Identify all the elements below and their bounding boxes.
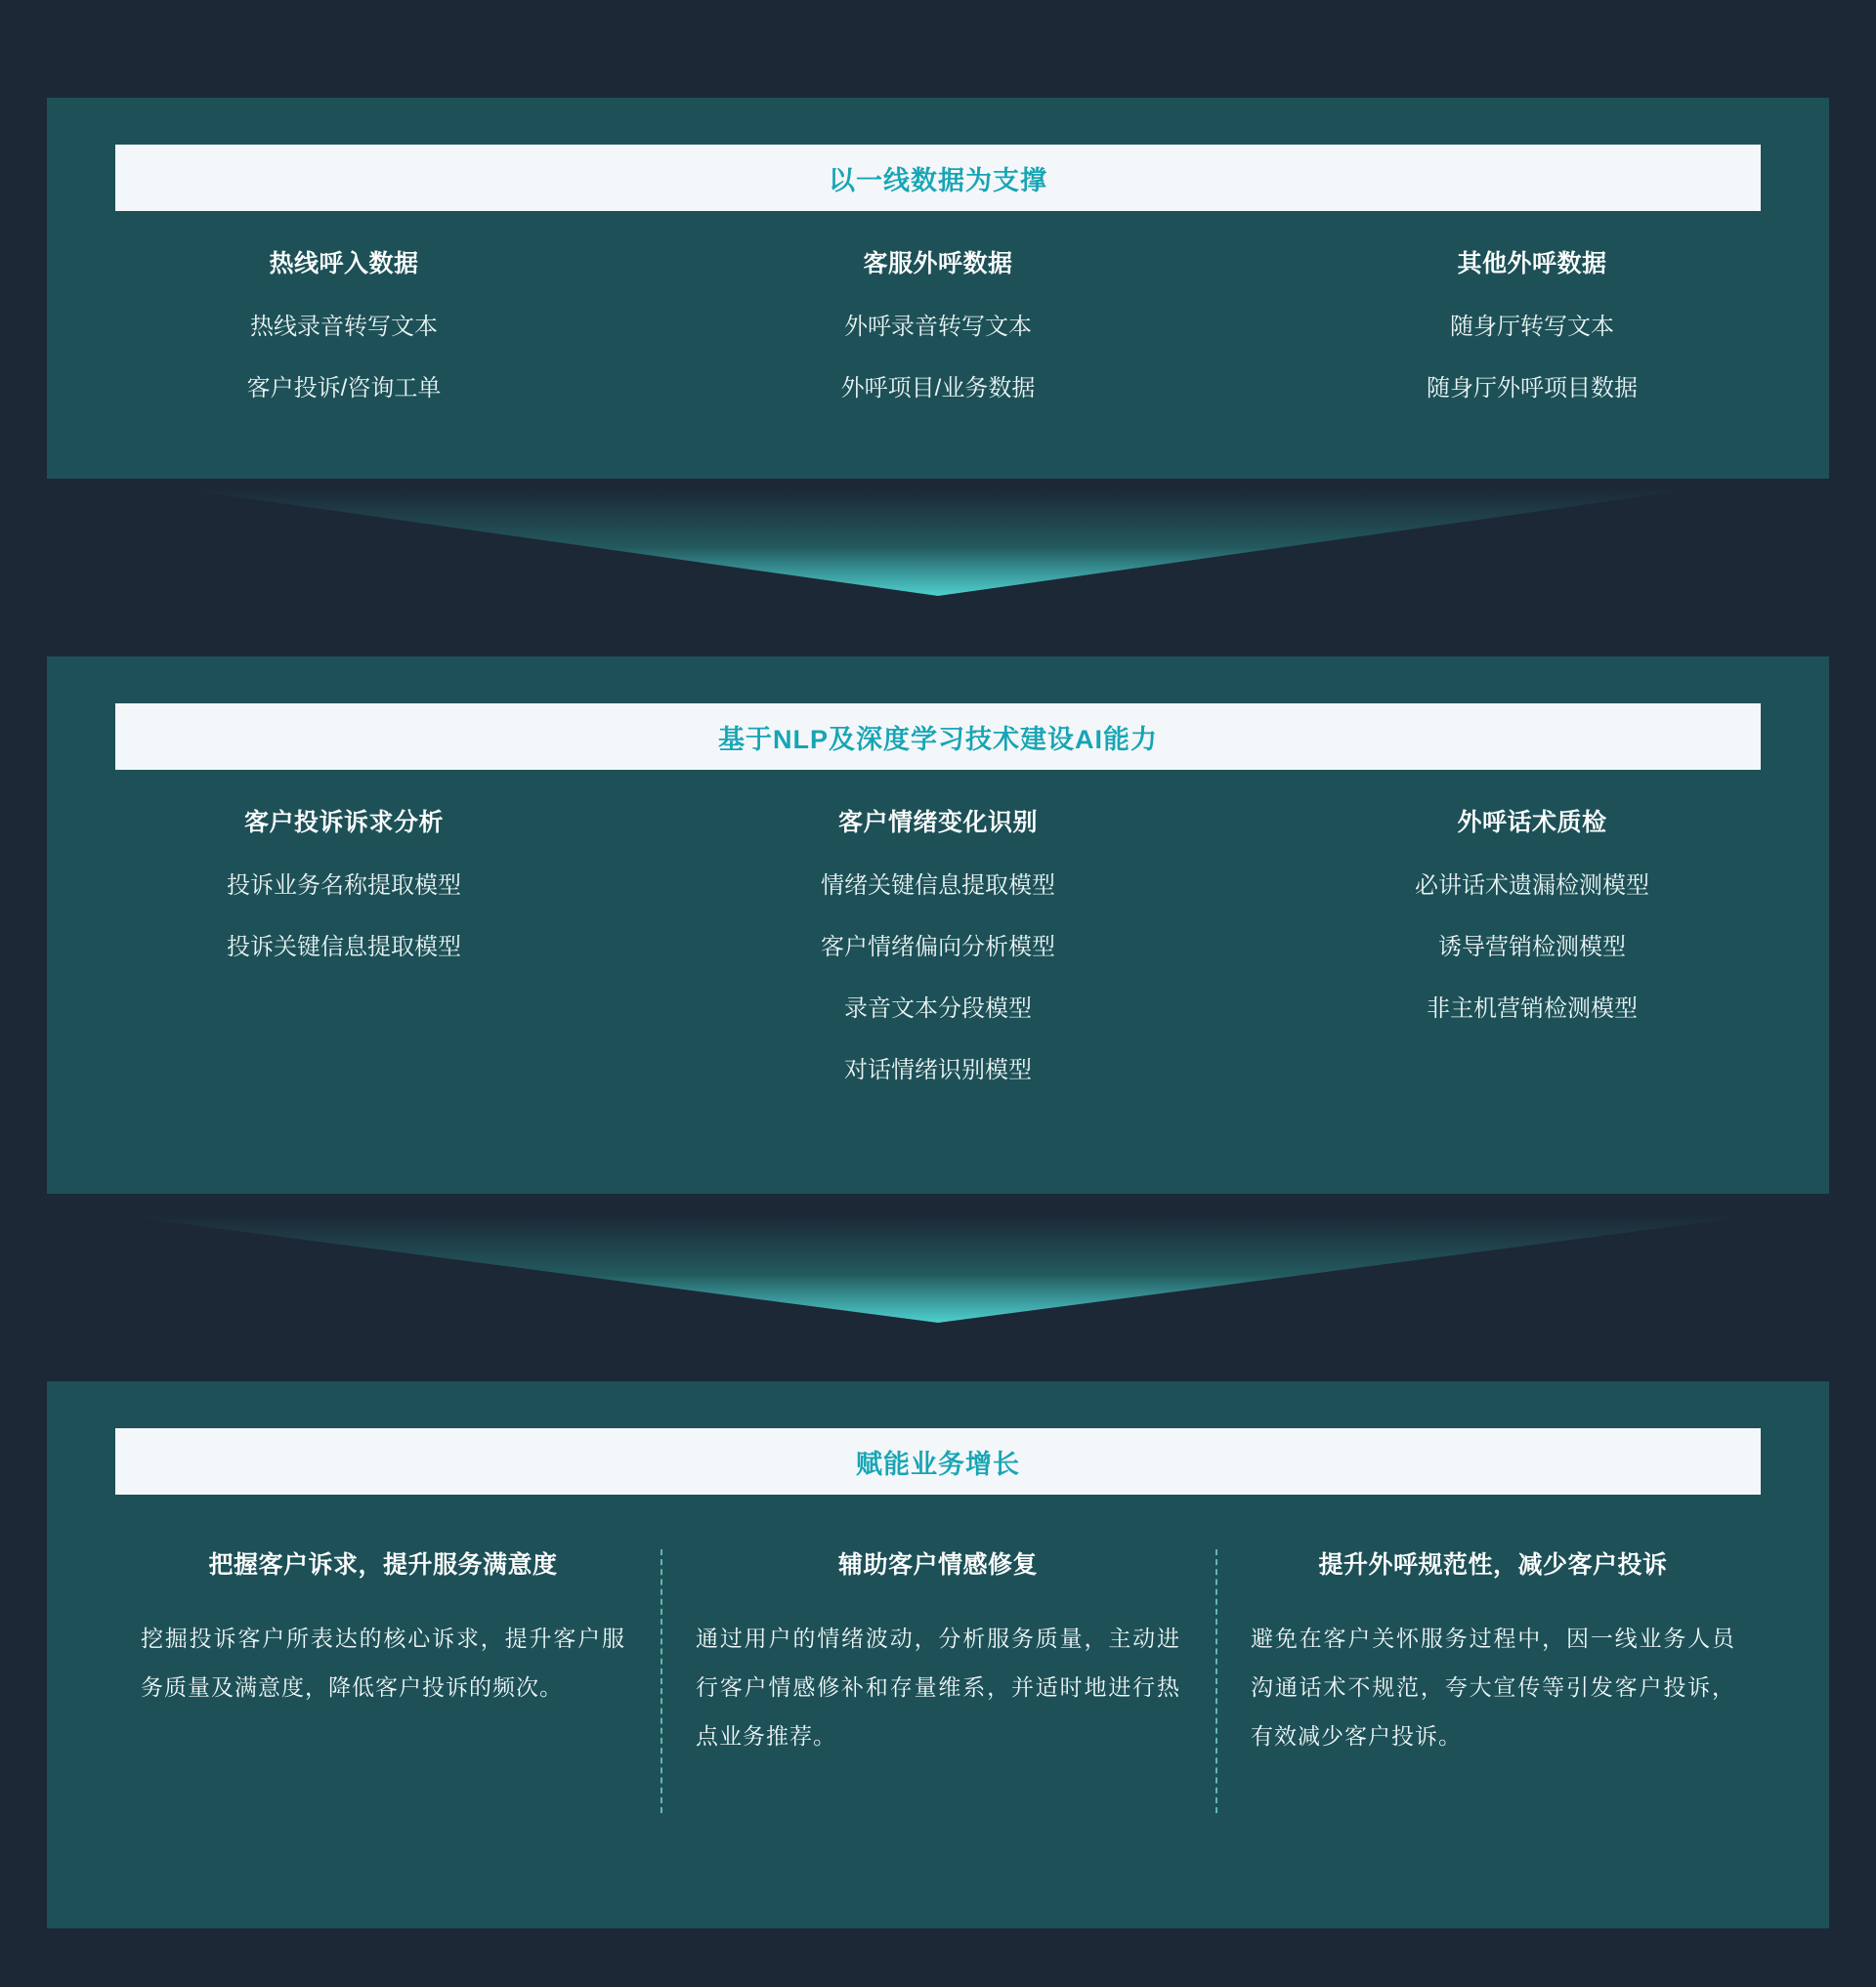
column-item: 投诉业务名称提取模型 xyxy=(227,872,461,899)
column-item: 客户情绪偏向分析模型 xyxy=(821,934,1055,960)
column-title: 客户投诉诉求分析 xyxy=(243,809,444,836)
chevron-down-icon xyxy=(0,488,1876,606)
column-body: 避免在客户关怀服务过程中，因一线业务人员沟通话术不规范，夸大宣传等引发客户投诉，有效减少客户投诉。 xyxy=(1251,1626,1735,1749)
section-banner-label: 基于NLP及深度学习技术建设AI能力 xyxy=(718,724,1158,754)
column-item: 随身厅外呼项目数据 xyxy=(1427,375,1638,402)
section-columns xyxy=(47,803,1829,1112)
column-complaint-analysis xyxy=(47,803,641,1112)
column-item: 热线录音转写文本 xyxy=(250,314,438,340)
column-compliance xyxy=(1215,1545,1770,1760)
column-hotline-inbound xyxy=(47,244,641,430)
column-item: 情绪关键信息提取模型 xyxy=(821,872,1055,899)
flow-arrow-down-1 xyxy=(0,488,1876,606)
column-title: 客服外呼数据 xyxy=(863,250,1013,277)
column-item: 必讲话术遗漏检测模型 xyxy=(1415,872,1649,899)
column-outbound-quality-check xyxy=(1235,803,1829,1112)
column-body: 挖掘投诉客户所表达的核心诉求，提升客户服务质量及满意度，降低客户投诉的频次。 xyxy=(141,1626,625,1700)
section-ai-capability xyxy=(47,656,1829,1194)
column-emotion-repair xyxy=(661,1545,1215,1760)
section-columns xyxy=(47,1545,1829,1760)
column-title: 其他外呼数据 xyxy=(1457,250,1607,277)
column-item: 随身厅转写文本 xyxy=(1450,314,1614,340)
column-satisfaction xyxy=(106,1545,661,1760)
section-columns xyxy=(47,244,1829,430)
column-title: 把握客户诉求，提升服务满意度 xyxy=(208,1551,558,1579)
section-banner xyxy=(115,1428,1761,1495)
column-title: 客户情绪变化识别 xyxy=(837,809,1038,836)
column-item: 对话情绪识别模型 xyxy=(844,1057,1032,1083)
column-title: 外呼话术质检 xyxy=(1457,809,1607,836)
column-item: 客户投诉/咨询工单 xyxy=(246,375,442,402)
column-item: 非主机营销检测模型 xyxy=(1427,995,1638,1022)
section-banner-label: 赋能业务增长 xyxy=(856,1449,1020,1479)
column-title: 辅助客户情感修复 xyxy=(837,1551,1038,1579)
column-item: 投诉关键信息提取模型 xyxy=(227,934,461,960)
section-banner-label: 以一线数据为支撑 xyxy=(829,165,1047,195)
section-data-foundation xyxy=(47,98,1829,479)
flow-arrow-down-2 xyxy=(0,1215,1876,1332)
column-title: 提升外呼规范性，减少客户投诉 xyxy=(1318,1551,1668,1579)
chevron-down-icon xyxy=(0,1215,1876,1332)
column-other-outbound xyxy=(1235,244,1829,430)
column-item: 诱导营销检测模型 xyxy=(1438,934,1626,960)
column-item: 外呼项目/业务数据 xyxy=(840,375,1036,402)
section-banner xyxy=(115,703,1761,770)
column-item: 录音文本分段模型 xyxy=(844,995,1032,1022)
section-business-growth xyxy=(47,1381,1829,1928)
column-emotion-recognition xyxy=(641,803,1235,1112)
column-title: 热线呼入数据 xyxy=(269,250,419,277)
column-item: 外呼录音转写文本 xyxy=(844,314,1032,340)
section-banner xyxy=(115,145,1761,211)
column-outbound-service xyxy=(641,244,1235,430)
column-body: 通过用户的情绪波动，分析服务质量，主动进行客户情感修补和存量维系，并适时地进行热点业务推荐。 xyxy=(696,1626,1180,1749)
